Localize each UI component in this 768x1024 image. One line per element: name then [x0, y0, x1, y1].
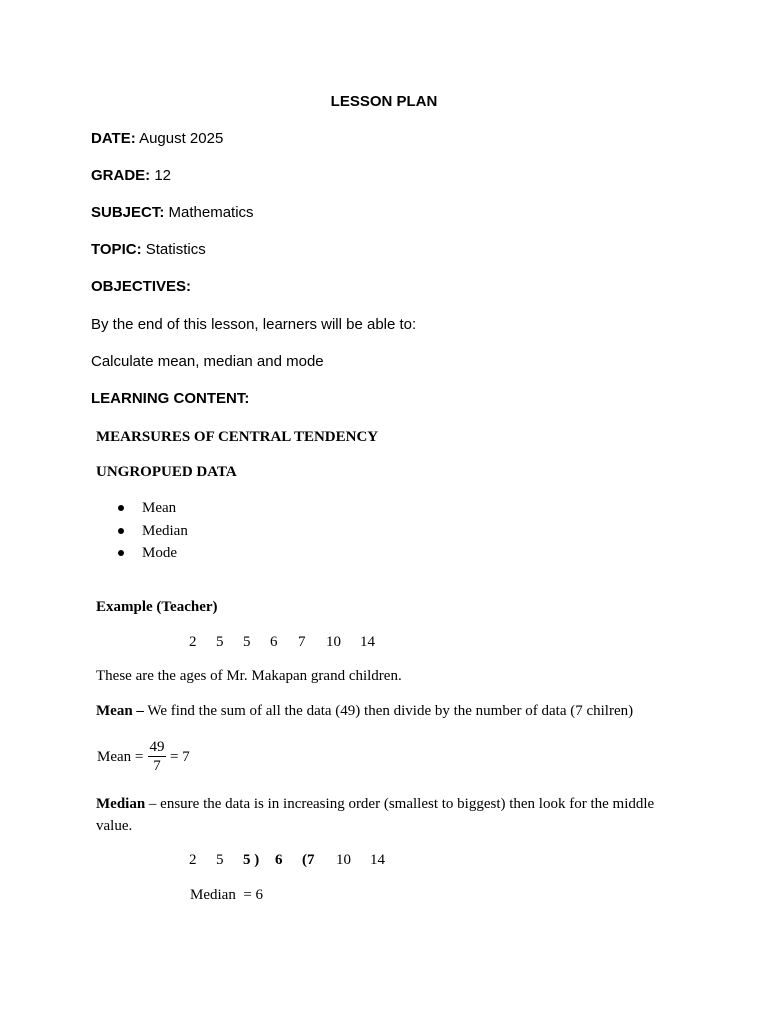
- objectives-heading: OBJECTIVES:: [91, 278, 192, 295]
- date-value: August 2025: [139, 130, 224, 147]
- sequence-value: 6: [275, 852, 283, 868]
- median-sequence-row: [0, 852, 768, 872]
- grade-line: [91, 167, 171, 184]
- data-value: 5: [243, 634, 251, 650]
- mean-fraction: [148, 739, 166, 774]
- data-value: 14: [360, 634, 375, 650]
- subject-line: [91, 204, 254, 221]
- sequence-value: 5: [216, 852, 224, 868]
- topic-label: TOPIC:: [91, 241, 142, 258]
- objectives-intro: By the end of this lesson, learners will be able to:: [91, 316, 417, 333]
- median-text: – ensure the data is in increasing order (smallest to biggest) then look for the middle: [145, 796, 655, 812]
- subject-value: Mathematics: [168, 204, 254, 221]
- example-heading: Example (Teacher): [96, 599, 218, 615]
- fraction-numerator: 49: [149, 739, 165, 755]
- list-item: Median: [118, 521, 188, 544]
- median-label: Median: [96, 796, 146, 812]
- median-result: Median = 6: [190, 887, 264, 903]
- measures-list: [118, 498, 188, 566]
- date-label: DATE:: [91, 130, 136, 147]
- sequence-value: 2: [189, 852, 197, 868]
- objective-item: Calculate mean, median and mode: [91, 353, 324, 370]
- grade-value: 12: [154, 167, 172, 184]
- fraction-bar: [148, 756, 166, 757]
- data-value: 5: [216, 634, 224, 650]
- sequence-value: 10: [336, 852, 351, 868]
- date-line: [91, 130, 223, 147]
- subject-label: SUBJECT:: [91, 204, 165, 221]
- mean-formula-rhs: = 7: [170, 749, 190, 765]
- bullet-icon: [118, 505, 124, 511]
- fraction-denominator: 7: [153, 758, 161, 774]
- topic-line: [91, 241, 206, 258]
- topic-value: Statistics: [145, 241, 206, 258]
- mean-label: Mean –: [96, 703, 144, 719]
- example-description: These are the ages of Mr. Makapan grand children.: [96, 668, 402, 684]
- data-value: 7: [298, 634, 306, 650]
- learning-content-heading: LEARNING CONTENT:: [91, 390, 250, 407]
- bullet-icon: [118, 528, 124, 534]
- sequence-value: (7: [302, 852, 315, 868]
- grade-label: GRADE:: [91, 167, 151, 184]
- section-title: MEARSURES OF CENTRAL TENDENCY: [96, 429, 379, 445]
- sequence-value: 14: [370, 852, 385, 868]
- data-values-row: [0, 634, 768, 654]
- median-explanation-line2: value.: [96, 818, 133, 834]
- data-value: 6: [270, 634, 278, 650]
- page-title: LESSON PLAN: [330, 93, 438, 110]
- sequence-value: 5 ): [243, 852, 260, 868]
- bullet-icon: [118, 550, 124, 556]
- list-item: Mean: [118, 498, 188, 521]
- data-value: 10: [326, 634, 341, 650]
- mean-text: We find the sum of all the data (49) then divide by the number of data (7 chilren): [143, 703, 634, 719]
- list-item: Mode: [118, 543, 188, 566]
- median-explanation-line1: [96, 796, 654, 813]
- data-value: 2: [189, 634, 197, 650]
- mean-formula-lhs: Mean =: [97, 749, 144, 765]
- subsection-title: UNGROPUED DATA: [96, 464, 237, 480]
- mean-explanation: [96, 703, 633, 720]
